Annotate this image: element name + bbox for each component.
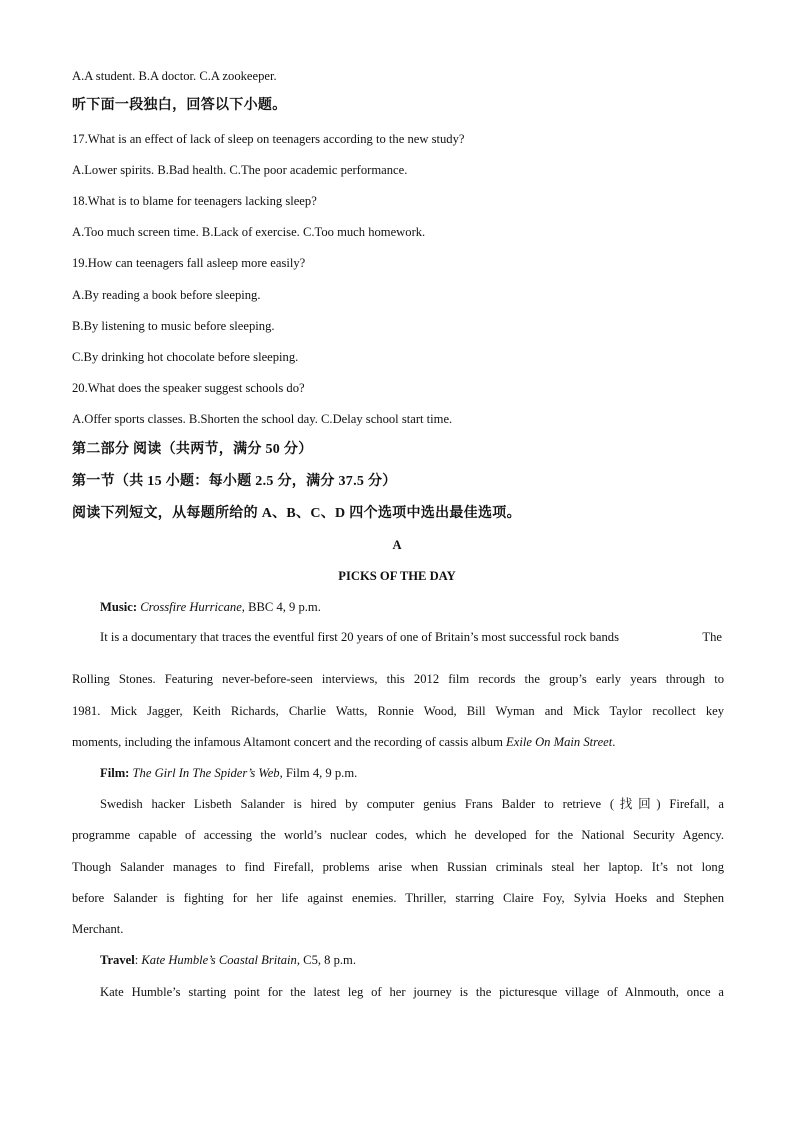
music-text-1: It is a documentary that traces the eventful first 20 years of one of Britain’s most successful rock bands [100,630,619,644]
travel-detail: C5, 8 p.m. [300,953,356,967]
music-detail: BBC 4, 9 p.m. [244,600,321,614]
question-17-options: A.Lower spirits. B.Bad health. C.The poor academic performance. [72,163,408,177]
film-label: Film: [100,766,130,780]
passage-title: PICKS OF THE DAY [338,569,456,583]
travel-colon: : [134,953,142,967]
question-20-options: A.Offer sports classes. B.Shorten the school day. C.Delay school start time. [72,412,453,426]
music-heading [100,598,724,616]
travel-paragraph-line-1: Kate Humble’s starting point for the latest leg of her journey is the picturesque village of Alnmouth, once a [100,985,724,999]
question-19: 19.How can teenagers fall asleep more easily? [72,256,306,270]
listening-instruction: 听下面一段独白，回答以下小题。 [72,98,287,113]
question-19-option-a: A.By reading a book before sleeping. [72,288,261,302]
music-paragraph-line-3: 1981. Mick Jagger, Keith Richards, Charlie Watts, Ronnie Wood, Bill Wyman and Mick Taylor recollect key [72,704,724,718]
music-label: Music: [100,600,138,614]
film-paragraph-line-2: programme capable of accessing the world’s nuclear codes, which he developed for the National Security Agency. [72,828,724,842]
reading-part-title: 第二部分 阅读（共两节，满分 50 分） [72,442,313,457]
reading-section-title: 第一节（共 15 小题：每小题 2.5 分，满分 37.5 分） [72,474,397,489]
question-17: 17.What is an effect of lack of sleep on teenagers according to the new study? [72,132,465,146]
music-text-1-end: The [702,630,722,644]
q16-options: A.A student. B.A doctor. C.A zookeeper. [72,69,277,83]
travel-label: Travel [100,953,135,967]
music-text-4-end: . [612,735,616,749]
music-show-title: Crossfire Hurricane, [140,600,245,614]
reading-instruction: 阅读下列短文，从每题所给的 A、B、C、D 四个选项中选出最佳选项。 [72,506,521,521]
film-detail: , Film 4, 9 p.m. [279,766,358,780]
question-18: 18.What is to blame for teenagers lacking sleep? [72,194,317,208]
question-18-options: A.Too much screen time. B.Lack of exercise. C.Too much homework. [72,225,426,239]
music-paragraph-line-4 [72,733,724,751]
question-19-option-c: C.By drinking hot chocolate before sleeping. [72,350,299,364]
music-text-4: moments, including the infamous Altamont concert and the recording of cassis album [72,735,507,749]
question-20: 20.What does the speaker suggest schools do? [72,381,305,395]
film-show-title: The Girl In The Spider’s Web [132,766,280,780]
travel-show-title: Kate Humble’s Coastal Britain, [141,953,301,967]
music-paragraph-line-2: Rolling Stones. Featuring never-before-seen interviews, this 2012 film records the group’s early years through to [72,672,724,686]
passage-letter: A [392,538,402,552]
film-paragraph-line-5: Merchant. [72,922,124,936]
film-paragraph-line-4: before Salander is fighting for her life against enemies. Thriller, starring Claire Foy, Sylvia Hoeks and Stephen [72,891,724,905]
film-paragraph-line-3: Though Salander manages to find Firefall, problems arise when Russian criminals steal her laptop. It’s not long [72,860,724,874]
question-19-option-b: B.By listening to music before sleeping. [72,319,275,333]
album-title: Exile On Main Street [506,735,613,749]
music-paragraph-line-1 [100,628,724,646]
film-heading [100,764,724,782]
travel-heading [100,951,724,969]
film-paragraph-line-1: Swedish hacker Lisbeth Salander is hired by computer genius Frans Balder to retrieve (找回) Firefall, a [100,797,724,811]
